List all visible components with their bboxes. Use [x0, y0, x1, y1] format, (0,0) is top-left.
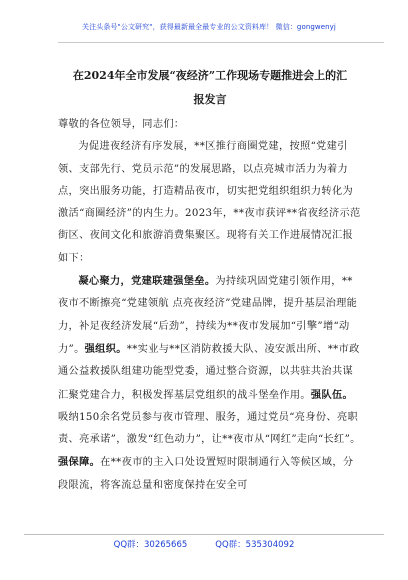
document-title [58, 64, 362, 112]
title-line-1: 在2024年全市发展“夜经济”工作现场专题推进会上的汇 [72, 69, 348, 82]
intro-paragraph: 为促进夜经济有序发展，**区推行商圈党建，按照“党建引领、支部先行、党员示范”的发展思路，以点亮城市活力为着力点，突出服务功能，打造精品夜市，切实把党组织组织力转化为激活“商圈经济”的内生力。2023年，**夜市获评**省夜经济示范街区、夜间文化和旅游消费集聚区。现将有关工作进展情况汇报如下： [58, 141, 361, 264]
document-body [58, 114, 362, 497]
section-1-heading: 凝心聚力，党建联建强堡垒。 [78, 275, 216, 288]
strong-team-text: 吸纳150余名党员参与夜市管理、服务，通过党员“亮身份、亮职责、亮承诺”，激发“红色动力”，让**夜市从“网红”走向“长红”。 [58, 411, 361, 446]
strong-guarantee-heading: 强保障。 [58, 456, 101, 469]
strong-guarantee-text: 在**夜市的主入口处设置短时限制通行入等候区域，分段限流，将客流总量和密度保持在安全可 [58, 457, 354, 491]
section-1-paragraph [58, 270, 362, 497]
title-line-2: 报发言 [193, 93, 227, 106]
strong-team-heading: 强队伍。 [310, 388, 354, 401]
footer-divider [24, 534, 384, 535]
salutation: 尊敬的各位领导，同志们： [58, 119, 185, 130]
footer-qq-group-1: QQ群：30265665 [113, 540, 188, 550]
header-divider [58, 42, 384, 43]
strong-organization-heading: 强组织。 [84, 342, 127, 355]
header-banner: 关注头条号"公文研究"，获得最新最全最专业的公文资料库！ 微信：gongwenyj [82, 23, 336, 31]
footer [0, 538, 408, 550]
footer-qq-group-2: QQ群：535304092 [215, 540, 295, 550]
strong-organization-text: **实业与**区消防救援大队、凌安派出所、**市政通公益救援队组建功能型党委，通过整合资源，以共驻共治共谋汇聚党建合力，积极发挥基层党组织的战斗堡垒作用。 [58, 343, 360, 401]
section-1-text: 为持续巩固党建引领作用，**夜市不断擦亮“党建领航 点亮夜经济”党建品牌，提升基层治理能力，补足夜经济发展“后劲”，持续为**夜市发展加“引擎”增“动力”。 [58, 276, 358, 355]
